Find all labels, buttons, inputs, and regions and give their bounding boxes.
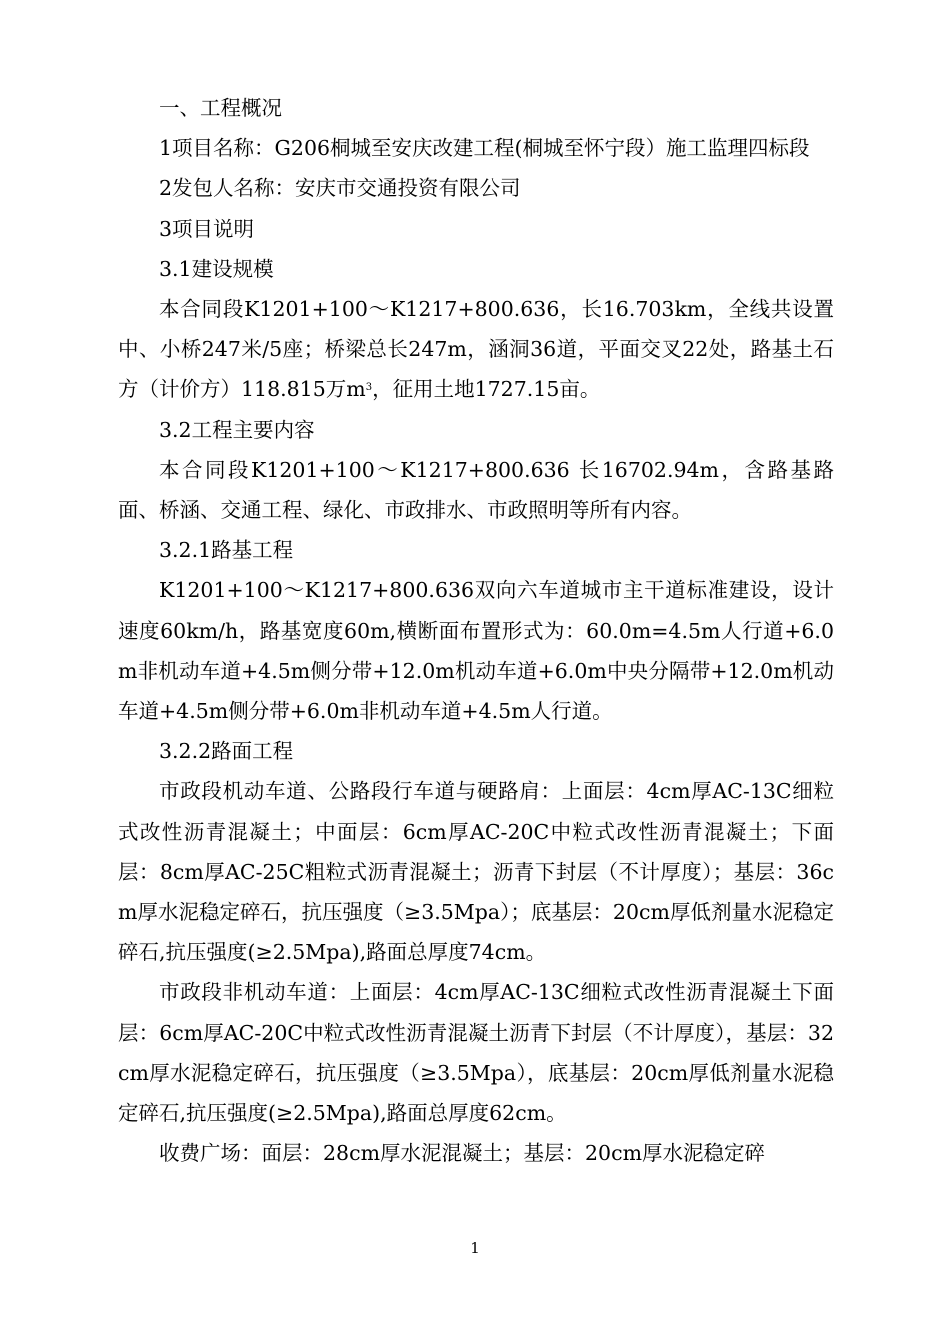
scale-paragraph: [118, 289, 834, 410]
document-body: [118, 88, 834, 1173]
employer-line: 2发包人名称：安庆市交通投资有限公司: [159, 176, 521, 201]
project-name-value: G206桐城至安庆改建工程(桐城至怀宁段）施工监理四标段: [274, 136, 810, 161]
main-content-paragraph: 本合同段K1201+100～K1217+800.636 长16702.94m，含路基路面、桥涵、交通工程、绿化、市政排水、市政照明等所有内容。: [118, 457, 834, 523]
pavement-heading: 3.2.2路面工程: [159, 739, 294, 764]
subgrade-heading: 3.2.1路基工程: [159, 538, 294, 563]
project-desc-heading: 3项目说明: [159, 216, 255, 241]
pavement-paragraph-motor: 市政段机动车道、公路段行车道与硬路肩：上面层：4cm厚AC-13C细粒式改性沥青混凝土；中面层：6cm厚AC-20C中粒式改性沥青混凝土；下面层：8cm厚AC-25C粗粒式沥青混凝土；沥青下封层（不计厚度）；基层：36cm厚水泥稳定碎石，抗压强度（≥3.5Mpa）；底基层：20cm厚低剂量水泥稳定碎石,抗压强度(≥2.5Mpa),路面总厚度74cm。: [118, 779, 834, 965]
main-content-heading: 3.2工程主要内容: [159, 417, 315, 442]
cubic-unit-superscript: 3: [365, 382, 373, 394]
section-title: 一、工程概况: [159, 96, 282, 120]
pavement-paragraph-toll: 收费广场：面层：28cm厚水泥混凝土；基层：20cm厚水泥稳定碎: [159, 1141, 766, 1166]
project-name: [118, 128, 834, 168]
page-number: 1: [470, 1239, 480, 1257]
subgrade-paragraph: K1201+100～K1217+800.636双向六车道城市主干道标准建设，设计速度60km/h，路基宽度60m,横断面布置形式为：60.0m=4.5m人行道+6.0m非机动车道+4.5m侧分带+12.0m机动车道+6.0m中央分隔带+12.0m机动车道+4.5m侧分带+6.0m非机动车道+4.5m人行道。: [118, 578, 834, 724]
scale-text: 本合同段K1201+100～K1217+800.636，长16.703km，全线共设置中、小桥247米/5座；桥梁总长247m，涵洞36道，平面交叉22处，路基土石方（计价方）118.815万m: [118, 297, 834, 402]
scale-heading: 3.1建设规模: [159, 256, 274, 281]
scale-text-tail: ，征用土地1727.15亩。: [372, 377, 601, 402]
pavement-paragraph-nonmotor: 市政段非机动车道：上面层：4cm厚AC-13C细粒式改性沥青混凝土下面层：6cm厚AC-20C中粒式改性沥青混凝土沥青下封层（不计厚度），基层：32cm厚水泥稳定碎石，抗压强度（≥3.5Mpa），底基层：20cm厚低剂量水泥稳定碎石,抗压强度(≥2.5Mpa),路面总厚度62cm。: [118, 980, 834, 1126]
project-name-label: 1项目名称：: [159, 136, 275, 161]
